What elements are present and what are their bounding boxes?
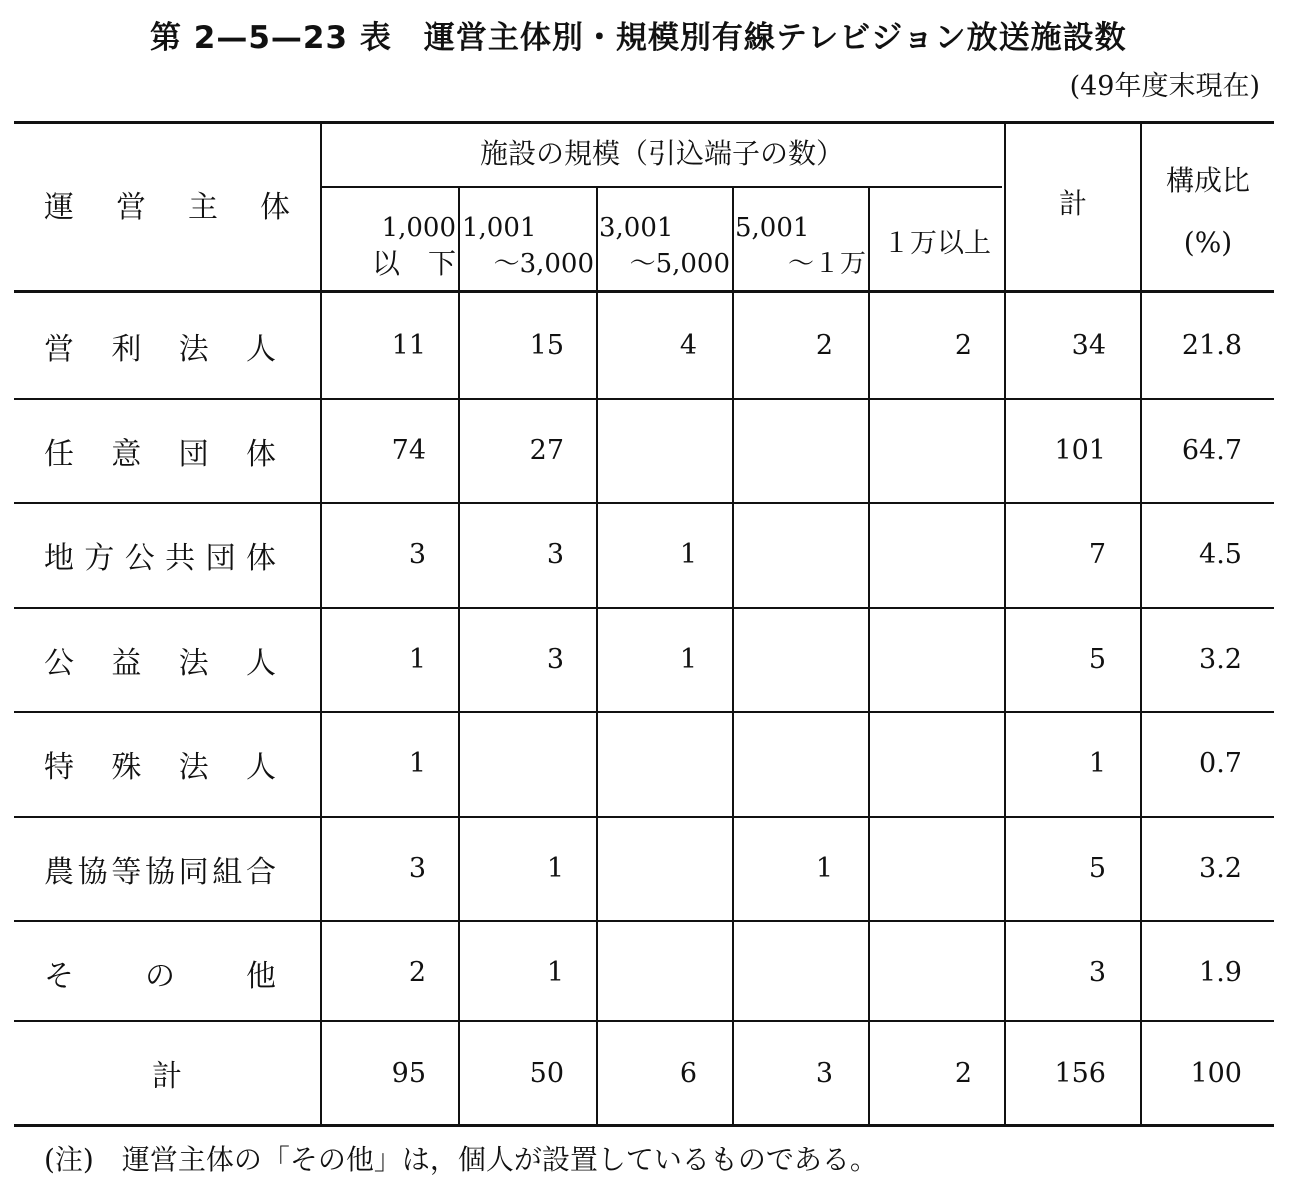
table-cell-v1: 3 — [408, 853, 426, 884]
scale-group-rule — [322, 186, 1002, 188]
row-label-char: 営 — [44, 331, 74, 367]
table-cell-v1: 3 — [408, 539, 426, 570]
row-label-char: 地 — [44, 540, 74, 576]
table-cell-v2: 1 — [546, 853, 564, 884]
table-cell-v4: 1 — [815, 853, 833, 884]
table-cell-v3 — [599, 816, 697, 921]
row-label-char: 他 — [246, 958, 276, 994]
col-divider — [732, 188, 734, 1127]
total-cell-v4: 3 — [815, 1057, 833, 1089]
table-cell-v4 — [735, 711, 833, 816]
table-cell-total: 5 — [1088, 644, 1106, 675]
scale-group-header: 施設の規模（引込端子の数） — [479, 137, 844, 170]
row-label — [44, 816, 276, 921]
table-cell-v3 — [599, 711, 697, 816]
table-date-note: (49年度末現在) — [1069, 71, 1260, 102]
total-cell-v2: 50 — [529, 1057, 564, 1089]
col1-header-line2: 以 下 — [371, 247, 456, 280]
table-cell-v4 — [735, 920, 833, 1025]
row-label-char: 組 — [212, 854, 243, 890]
row-label — [44, 920, 276, 1025]
row-label-char: 合 — [245, 854, 276, 890]
table-cell-v1: 1 — [408, 748, 426, 779]
table-cell-v4 — [735, 398, 833, 503]
table-cell-v2: 3 — [546, 644, 564, 675]
table-cell-v5 — [870, 816, 972, 921]
ratio-header — [1142, 150, 1274, 274]
row-label-char: 利 — [111, 331, 142, 367]
row-label-char: 協 — [144, 854, 175, 890]
table-cell-v5 — [870, 920, 972, 1025]
total-row-label: 計 — [152, 1059, 182, 1094]
table-cell-total: 3 — [1088, 957, 1106, 988]
row-label-char: 等 — [111, 854, 142, 890]
col1-header-line1: 1,000 — [381, 213, 456, 243]
table-cell-total: 34 — [1071, 330, 1106, 361]
row-label-char: 体 — [245, 540, 276, 576]
table-cell-v3: 1 — [679, 539, 697, 570]
col1-header — [324, 210, 456, 282]
row-label-char: 法 — [178, 645, 209, 681]
row-label-char: の — [145, 958, 175, 994]
total-cell-v3: 6 — [679, 1057, 697, 1089]
total-cell-ratio: 100 — [1190, 1057, 1242, 1089]
col4-header-line2: ～１万 — [787, 249, 866, 279]
table-cell-v1: 1 — [408, 644, 426, 675]
footnote: (注) 運営主体の「その他」は，個人が設置しているものである。 — [44, 1143, 878, 1176]
table-cell-ratio: 64.7 — [1181, 435, 1242, 466]
table-cell-ratio: 4.5 — [1199, 539, 1242, 570]
table-cell-v4: 2 — [815, 330, 833, 361]
col3-header-line1: 3,001 — [599, 213, 674, 243]
table-cell-v5 — [870, 398, 972, 503]
row-label-char: 公 — [124, 540, 155, 576]
row-label-char: 団 — [178, 436, 209, 472]
table-cell-total: 5 — [1088, 853, 1106, 884]
ratio-header-line2: (%) — [1183, 226, 1233, 259]
table-cell-v3: 1 — [679, 644, 697, 675]
table-cell-v3 — [599, 920, 697, 1025]
table-cell-ratio: 21.8 — [1181, 330, 1242, 361]
row-label-char: 殊 — [111, 749, 142, 785]
table-cell-v5 — [870, 502, 972, 607]
table-cell-v1: 74 — [391, 435, 426, 466]
table-cell-v3: 4 — [679, 330, 697, 361]
col4-header-line1: 5,001 — [735, 213, 810, 243]
col5-header: １万以上 — [883, 228, 991, 259]
table-cell-ratio: 3.2 — [1199, 853, 1242, 884]
table-cell-v2: 27 — [529, 435, 564, 466]
col-divider — [596, 188, 598, 1127]
row-label-char: 方 — [84, 540, 115, 576]
row-label-char: 体 — [245, 436, 276, 472]
total-header: 計 — [1058, 187, 1087, 220]
table-cell-v5 — [870, 607, 972, 712]
table-cell-v2: 3 — [546, 539, 564, 570]
row-label-char: 農 — [44, 854, 74, 890]
total-cell-v5: 2 — [954, 1057, 972, 1089]
col-divider — [458, 188, 460, 1127]
ratio-header-line1: 構成比 — [1165, 164, 1250, 197]
table-cell-v5 — [870, 711, 972, 816]
top-rule — [14, 121, 1274, 124]
table-cell-v1: 2 — [408, 957, 426, 988]
row-label-char: 意 — [111, 436, 142, 472]
row-label-char: 任 — [44, 436, 74, 472]
table-cell-v3 — [599, 398, 697, 503]
table-cell-ratio: 1.9 — [1199, 957, 1242, 988]
total-cell-total: 156 — [1054, 1057, 1106, 1089]
row-label-char: 益 — [111, 645, 142, 681]
col2-header-line2: ～3,000 — [493, 249, 594, 279]
row-label-char: 法 — [178, 331, 209, 367]
row-label-char: 協 — [77, 854, 108, 890]
row-label-char: 団 — [205, 540, 236, 576]
row-label-char: 人 — [245, 749, 276, 785]
row-label-char: 共 — [165, 540, 196, 576]
row-label-char: 人 — [245, 645, 276, 681]
row-label-char: そ — [44, 958, 74, 994]
table-cell-v2: 15 — [529, 330, 564, 361]
bottom-rule — [14, 1124, 1274, 1127]
table-cell-total: 101 — [1054, 435, 1106, 466]
table-cell-ratio: 0.7 — [1199, 748, 1242, 779]
row-label — [44, 293, 276, 398]
table-title: 第 2—5—23 表 運営主体別・規模別有線テレビジョン放送施設数 — [150, 20, 1127, 56]
operator-header: 運 営 主 体 — [44, 190, 296, 225]
table-cell-v4 — [735, 502, 833, 607]
table-cell-v5: 2 — [954, 330, 972, 361]
col2-header — [462, 210, 594, 282]
table-cell-v2 — [462, 711, 564, 816]
row-label — [44, 502, 276, 607]
row-label-char: 人 — [245, 331, 276, 367]
row-label-char: 同 — [178, 854, 209, 890]
row-label-char: 法 — [178, 749, 209, 785]
row-label — [44, 711, 276, 816]
row-label-char: 公 — [44, 645, 74, 681]
col2-header-line1: 1,001 — [462, 213, 537, 243]
table-cell-v4 — [735, 607, 833, 712]
row-label — [44, 607, 276, 712]
col-divider — [320, 121, 322, 1127]
col4-header — [735, 210, 866, 282]
table-cell-total: 7 — [1088, 539, 1106, 570]
total-cell-v1: 95 — [391, 1057, 426, 1089]
table-cell-ratio: 3.2 — [1199, 644, 1242, 675]
row-label-char: 特 — [44, 749, 74, 785]
col3-header — [599, 210, 730, 282]
row-label — [44, 398, 276, 503]
col3-header-line2: ～5,000 — [629, 249, 730, 279]
table-cell-v1: 11 — [391, 330, 426, 361]
table-cell-v2: 1 — [546, 957, 564, 988]
table-cell-total: 1 — [1088, 748, 1106, 779]
